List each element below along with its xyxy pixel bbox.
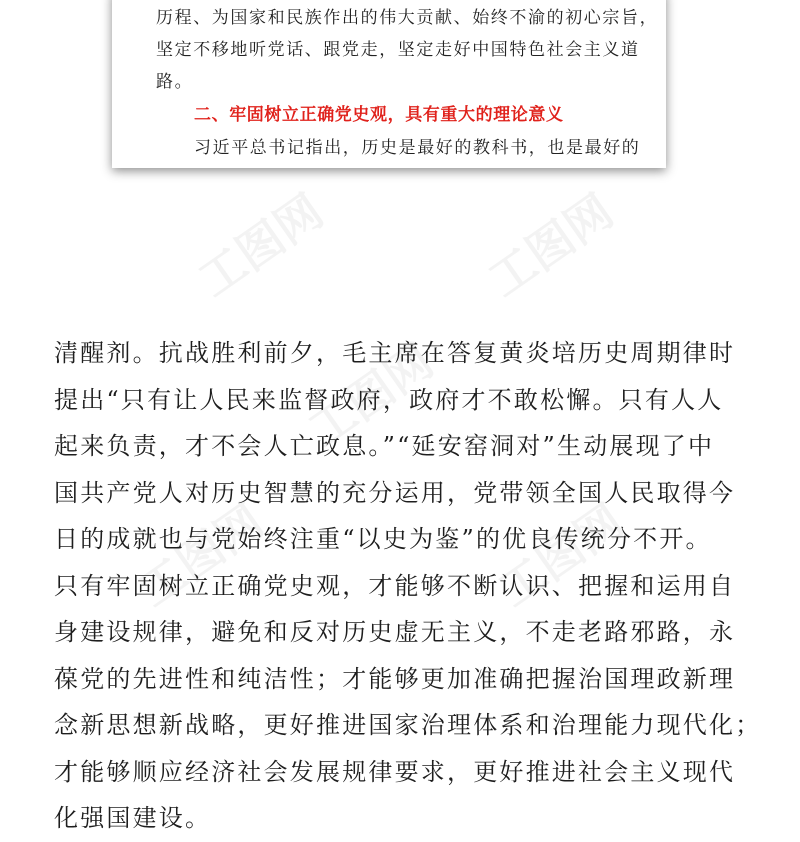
body-text-line: 起来负责，才不会人亡政息。”“延安窑洞对”生动展现了中 bbox=[54, 432, 715, 460]
body-text-line: 化强国建设。 bbox=[54, 804, 212, 832]
watermark: 工图网 bbox=[478, 183, 623, 308]
body-text-line: 葆党的先进性和纯洁性；才能够更加准确把握治国理政新理 bbox=[54, 664, 736, 693]
card-text-line: 历程、为国家和民族作出的伟大贡献、始终不渝的初心宗旨， bbox=[156, 8, 659, 28]
watermark: 工图网 bbox=[128, 493, 273, 618]
watermark: 工图网 bbox=[298, 333, 443, 458]
body-text-line: 日的成就也与党始终注重“以史为鉴”的优良传统分不开。 bbox=[54, 525, 712, 553]
body-text-line: 才能够顺应经济社会发展规律要求，更好推进社会主义现代 bbox=[54, 757, 736, 786]
card-text-line: 路。 bbox=[156, 72, 194, 92]
watermark: 工图网 bbox=[488, 493, 633, 618]
excerpt-card bbox=[112, 0, 666, 168]
body-text-line: 念新思想新战略，更好推进国家治理体系和治理能力现代化； bbox=[54, 711, 762, 739]
body-text-line: 只有牢固树立正确党史观，才能够不断认识、把握和运用自 bbox=[54, 571, 736, 600]
body-text-line: 身建设规律，避免和反对历史虚无主义，不走老路邪路，永 bbox=[54, 618, 736, 646]
card-text-line: 习近平总书记指出，历史是最好的教科书，也是最好的 bbox=[194, 138, 641, 158]
body-text-line: 国共产党人对历史智慧的充分运用，党带领全国人民取得今 bbox=[54, 478, 736, 507]
body-paragraph bbox=[54, 330, 762, 842]
card-text-line: 坚定不移地听党话、跟党走，坚定走好中国特色社会主义道 bbox=[156, 40, 640, 60]
body-text-line: 提出“只有让人民来监督政府，政府才不敢松懈。只有人人 bbox=[54, 385, 724, 414]
watermark: 工图网 bbox=[188, 183, 333, 308]
section-heading: 二、牢固树立正确党史观，具有重大的理论意义 bbox=[194, 105, 564, 125]
body-text-line: 清醒剂。抗战胜利前夕，毛主席在答复黄炎培历史周期律时 bbox=[54, 339, 736, 367]
